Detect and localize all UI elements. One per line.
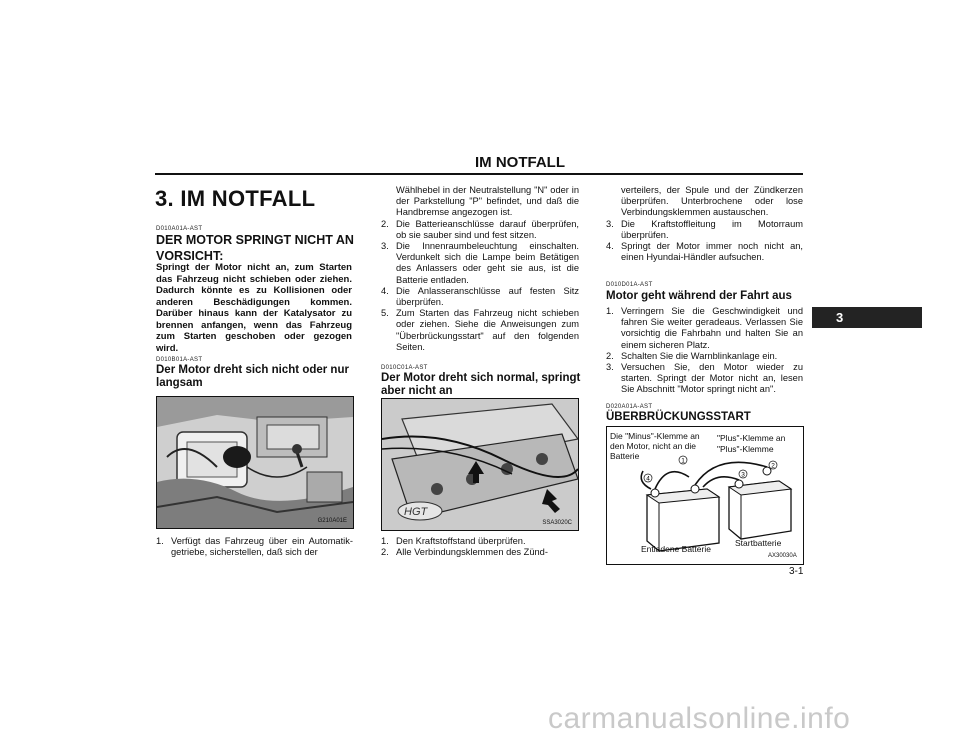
header-rule [155,173,803,175]
list-item-number: 2. [381,547,389,558]
step-number: 3 [741,471,745,479]
photo-code: SSA3020C [542,520,572,526]
minus-clamp-label: Die "Minus"-Klemme an den Motor, nicht an die Batterie [610,431,700,461]
jump-start-diagram [606,426,804,565]
list-item-continued: verteilers, der Spule und der Zündkerzen überprüfen. Unterbrochene oder lose Verbindungsklemmen austauschen. [621,185,803,218]
list-item-number: 2. [381,218,389,229]
section-code: D010C01A-AST [381,365,428,371]
list-item-number: 2. [606,350,614,361]
list-item-text: Alle Verbindungsklemmen des Zünd- [396,547,548,558]
list-item [156,536,353,558]
list-item-number: 3. [606,218,614,229]
list-item-text: Schalten Sie die Warnblinkanlage ein. [621,350,778,361]
watermark-text: carmanualsonline.info [548,702,851,735]
step-number: 2 [771,462,775,470]
list-item-text: Springt der Motor immer noch nicht an, einen Hyundai-Händler aufsuchen. [621,241,803,263]
numbered-list [381,536,579,558]
chapter-tab-number: 3 [836,310,844,325]
numbered-list [606,306,803,396]
list-item-number: 1. [606,306,614,316]
chapter-tab [812,307,922,328]
list-item [606,241,803,263]
list-item [606,219,803,241]
engine-top-photo [381,398,579,531]
warning-text: Springt der Motor nicht an, zum Starten das Fahrzeug nicht schieben oder ziehen. Dadurch könnte es zu Kollisionen oder anderen Beschädigungen kommen. Darüber hinaus kann der Katalysator zu brennen anfangen, wenn das Fahrzeug zum Starten geschoben oder gezogen wird. [156,262,352,354]
list-item [381,286,579,308]
numbered-list [381,185,579,353]
plus-clamp-label-1: "Plus"-Klemme an [717,433,786,443]
list-item [381,308,579,353]
list-item-text: Den Kraftstoffstand überprüfen. [396,536,526,546]
warning-label: VORSICHT: [156,249,224,263]
list-item-text: Zum Starten das Fahrzeug nicht schieben oder ziehen. Siehe die Anweisungen zum "Überbrückungsstart" auf den folgenden Seiten. [396,308,579,352]
section-heading: ÜBERBRÜCKUNGSSTART [606,411,751,423]
start-battery-label: Startbatterie [735,538,782,548]
engine-top-illustration [382,399,578,530]
section-code: D020A01A-AST [606,404,653,410]
section-heading: Der Motor dreht sich nicht oder nur langsam [156,364,349,389]
section-code: D010A01A-AST [156,226,203,232]
list-item-text: Die Batterieanschlüsse darauf überprüfen, ob sie sauber sind und fest sitzen. [396,218,579,240]
dead-battery-label: Entladene Batterie [641,544,711,554]
list-item-text: Die Innenraumbeleuchtung einschalten. Verdunkelt sich die Lampe beim Betätigen des Anlassers oder geht sie aus, ist die Batterie entladen. [396,241,579,285]
list-item-text: Versuchen Sie, den Motor wieder zu starten. Springt der Motor nicht an, lesen Sie Abschnitt "Motor springt nicht an". [621,362,803,395]
page-header-title: IM NOTFALL [475,154,565,171]
list-item-text: Die Anlasseranschlüsse auf festen Sitz überprüfen. [396,285,579,308]
list-item-text: Verfügt das Fahrzeug über ein Automatik-getriebe, sicherstellen, daß sich der [171,536,353,558]
chapter-title: 3. IM NOTFALL [155,186,316,211]
list-item [606,306,803,351]
list-item [381,219,579,241]
list-item-number: 4. [381,285,389,296]
list-item-number: 4. [606,241,614,252]
list-item [606,362,803,396]
list-item [381,536,579,547]
engine-bay-illustration [157,397,353,528]
engine-cover-label: HGT [404,506,428,518]
numbered-list [606,185,803,263]
engine-bay-photo [156,396,354,529]
section-code: D010D01A-AST [606,282,653,288]
list-item-number: 1. [381,536,389,546]
step-number: 4 [646,475,650,483]
list-item-number: 3. [381,241,389,252]
list-item-number: 1. [156,536,164,546]
list-item [381,241,579,286]
plus-clamp-label-2: "Plus"-Klemme [717,444,774,454]
diagram-code: AX30030A [768,553,797,559]
list-item-text: Die Kraftstoffleitung im Motorraum überprüfen. [621,218,803,240]
list-item [381,547,579,558]
list-item-text: Verringern Sie die Geschwindigkeit und fahren Sie weiter geradeaus. Verlassen Sie vorsichtig die Fahrbahn und halten Sie an einem sicheren Platz. [621,306,803,350]
list-item-continued: Wählhebel in der Neutralstellung "N" oder in der Parkstellung "P" befindet, und daß die Handbremse angezogen ist. [396,185,579,218]
section-heading: Motor geht während der Fahrt aus [606,290,792,302]
section-heading: DER MOTOR SPRINGT NICHT AN [156,233,354,247]
numbered-list [156,536,353,558]
section-code: D010B01A-AST [156,357,203,363]
list-item [606,351,803,362]
list-item-number: 3. [606,362,614,373]
list-item-number: 5. [381,308,389,319]
photo-code: G210A01E [317,518,347,524]
page-number: 3-1 [789,566,804,577]
step-number: 1 [681,457,685,465]
section-heading: Der Motor dreht sich normal, springt aber nicht an [381,372,581,397]
